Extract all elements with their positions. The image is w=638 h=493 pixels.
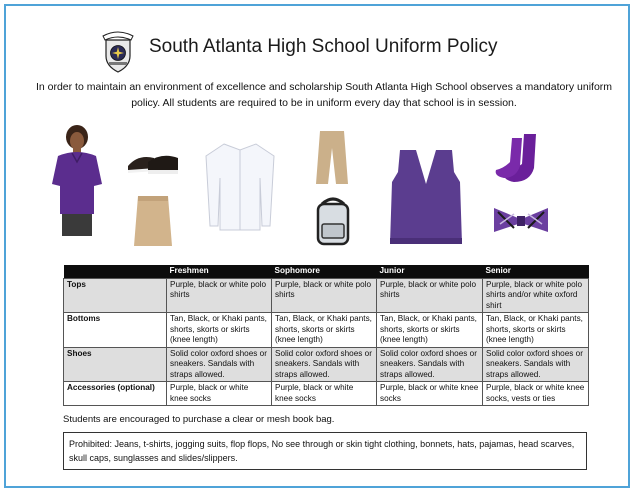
table-cell: Tan, Black, or Khaki pants, shorts, skorts or skirts (knee length) (483, 313, 589, 348)
purple-knee-socks-photo (490, 132, 550, 188)
row-label: Accessories (optional) (64, 382, 167, 406)
column-header (64, 265, 167, 278)
table-cell: Purple, black or white knee socks (377, 382, 483, 406)
table-cell: Solid color oxford shoes or sneakers. Sandals with straps allowed. (377, 347, 483, 382)
page-title: South Atlanta High School Uniform Policy (149, 36, 498, 57)
clear-backpack-photo (310, 194, 356, 248)
table-cell: Tan, Black, or Khaki pants, shorts, skorts or skirts (knee length) (167, 313, 272, 348)
uniform-table (63, 265, 589, 406)
prohibited-items-box: Prohibited: Jeans, t-shirts, jogging suits, flop flops, No see through or skin tight clothing, bonnets, hats, pajamas, head scarves, skull caps, sunglasses and slides/slippers. (63, 432, 587, 470)
table-cell: Solid color oxford shoes or sneakers. Sandals with straps allowed. (167, 347, 272, 382)
column-header-junior: Junior (377, 265, 483, 278)
table-cell: Purple, black or white knee socks (272, 382, 377, 406)
table-cell: Tan, Black, or Khaki pants, shorts, skorts or skirts (knee length) (272, 313, 377, 348)
table-row-shoes (64, 347, 589, 382)
table-row-accessories (64, 382, 589, 406)
table-cell: Purple, black or white polo shirts (167, 278, 272, 313)
student-purple-polo-photo (40, 122, 114, 238)
table-cell: Purple, black or white knee socks (167, 382, 272, 406)
school-crest-logo (101, 26, 135, 74)
row-label: Shoes (64, 347, 167, 382)
khaki-pants-photo (306, 128, 358, 186)
table-cell: Solid color oxford shoes or sneakers. Sandals with straps allowed. (483, 347, 589, 382)
boat-shoes-photo (124, 146, 182, 180)
uniform-policy-page (4, 4, 630, 488)
row-label: Tops (64, 278, 167, 313)
khaki-skirt-photo (130, 192, 176, 250)
purple-bow-tie-photo (490, 202, 552, 238)
table-header-row (64, 265, 589, 278)
column-header-freshmen: Freshmen (167, 265, 272, 278)
table-cell: Solid color oxford shoes or sneakers. Sandals with straps allowed. (272, 347, 377, 382)
table-cell: Purple, black or white knee socks, vests or ties (483, 382, 589, 406)
table-cell: Tan, Black, or Khaki pants, shorts, skorts or skirts (knee length) (377, 313, 483, 348)
table-row-tops (64, 278, 589, 313)
column-header-sophomore: Sophomore (272, 265, 377, 278)
table-cell: Purple, black or white polo shirts and/or white oxford shirt (483, 278, 589, 313)
white-oxford-shirt-photo (200, 138, 280, 232)
column-header-senior: Senior (483, 265, 589, 278)
row-label: Bottoms (64, 313, 167, 348)
book-bag-note: Students are encouraged to purchase a clear or mesh book bag. (63, 414, 335, 425)
table-cell: Purple, black or white polo shirts (272, 278, 377, 313)
table-row-bottoms (64, 313, 589, 348)
purple-sweater-vest-photo (382, 142, 470, 252)
table-cell: Purple, black or white polo shirts (377, 278, 483, 313)
intro-paragraph: In order to maintain an environment of excellence and scholarship South Atlanta High School observes a mandatory uniform policy. All students are required to be in uniform every day that school is in session. (35, 81, 613, 109)
